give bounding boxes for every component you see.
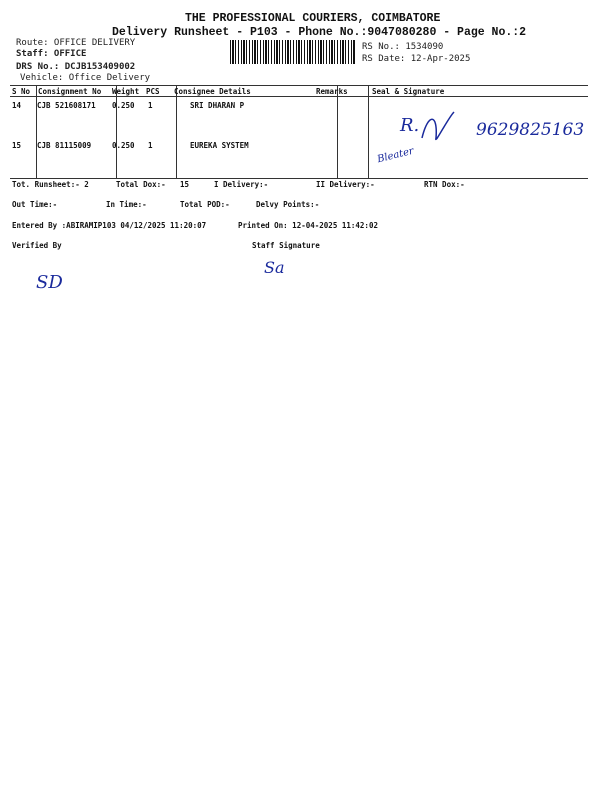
- row-weight: 0.250: [112, 141, 135, 150]
- runsheet-subtitle: Delivery Runsheet - P103 - Phone No.:9047080280 - Page No.:2: [112, 26, 527, 39]
- row-consignee: SRI DHARAN P: [190, 101, 245, 110]
- i-delivery: I Delivery:-: [214, 180, 269, 189]
- col-header-sno: S No: [12, 87, 31, 96]
- signature-scribble: [418, 108, 458, 148]
- table-top-border: [10, 85, 588, 86]
- col-divider: [337, 85, 338, 178]
- staff-signature: Sa: [264, 258, 285, 277]
- row-sno: 14: [12, 101, 22, 110]
- barcode: [230, 40, 355, 64]
- total-pod: Total POD:-: [180, 200, 230, 209]
- row-pcs: 1: [148, 101, 153, 110]
- total-dox-value: 15: [180, 180, 190, 189]
- ii-delivery: II Delivery:-: [316, 180, 375, 189]
- staff-label: Staff: OFFICE: [16, 49, 87, 59]
- table-header-border: [10, 96, 588, 97]
- col-divider: [36, 85, 37, 178]
- printed-on: Printed On: 12-04-2025 11:42:02: [238, 221, 378, 230]
- col-header-weight: Weight: [112, 87, 140, 96]
- col-header-seal: Seal & Signature: [372, 87, 445, 96]
- col-divider: [176, 85, 177, 178]
- total-runsheet: Tot. Runsheet:- 2: [12, 180, 89, 189]
- total-dox-label: Total Dox:-: [116, 180, 166, 189]
- entered-by: Entered By :ABIRAMIP103 04/12/2025 11:20:07: [12, 221, 207, 230]
- col-header-consignment: Consignment No: [38, 87, 102, 96]
- recipient-signature-row2: Bleater: [376, 145, 415, 166]
- col-divider: [368, 85, 369, 178]
- rs-date: RS Date: 12-Apr-2025: [362, 54, 471, 64]
- col-divider: [116, 85, 117, 178]
- in-time: In Time:-: [106, 200, 147, 209]
- recipient-phone-row1: 9629825163: [476, 120, 585, 140]
- row-pcs: 1: [148, 141, 153, 150]
- delvy-points: Delvy Points:-: [256, 200, 320, 209]
- drs-number: DRS No.: DCJB153409002: [16, 62, 136, 72]
- row-sno: 15: [12, 141, 22, 150]
- rs-number: RS No.: 1534090: [362, 42, 444, 52]
- rtn-dox: RTN Dox:-: [424, 180, 465, 189]
- col-header-remarks: Remarks: [316, 87, 348, 96]
- col-header-pcs: PCS: [146, 87, 160, 96]
- route-label: Route: OFFICE DELIVERY: [16, 38, 136, 48]
- row-consignment-no: CJB 521608171: [37, 101, 96, 110]
- table-bottom-border: [10, 178, 588, 179]
- row-consignee: EUREKA SYSTEM: [190, 141, 249, 150]
- recipient-signature-row1: R.: [400, 115, 420, 136]
- row-weight: 0.250: [112, 101, 135, 110]
- col-header-consignee: Consignee Details: [174, 87, 251, 96]
- staff-signature-label: Staff Signature: [252, 241, 320, 250]
- vehicle-label: Vehicle: Office Delivery: [20, 73, 151, 83]
- row-consignment-no: CJB 81115009: [37, 141, 92, 150]
- verified-by-label: Verified By: [12, 241, 62, 250]
- company-name: THE PROFESSIONAL COURIERS, COIMBATORE: [185, 12, 441, 25]
- verified-by-signature: SD: [36, 272, 63, 293]
- out-time: Out Time:-: [12, 200, 58, 209]
